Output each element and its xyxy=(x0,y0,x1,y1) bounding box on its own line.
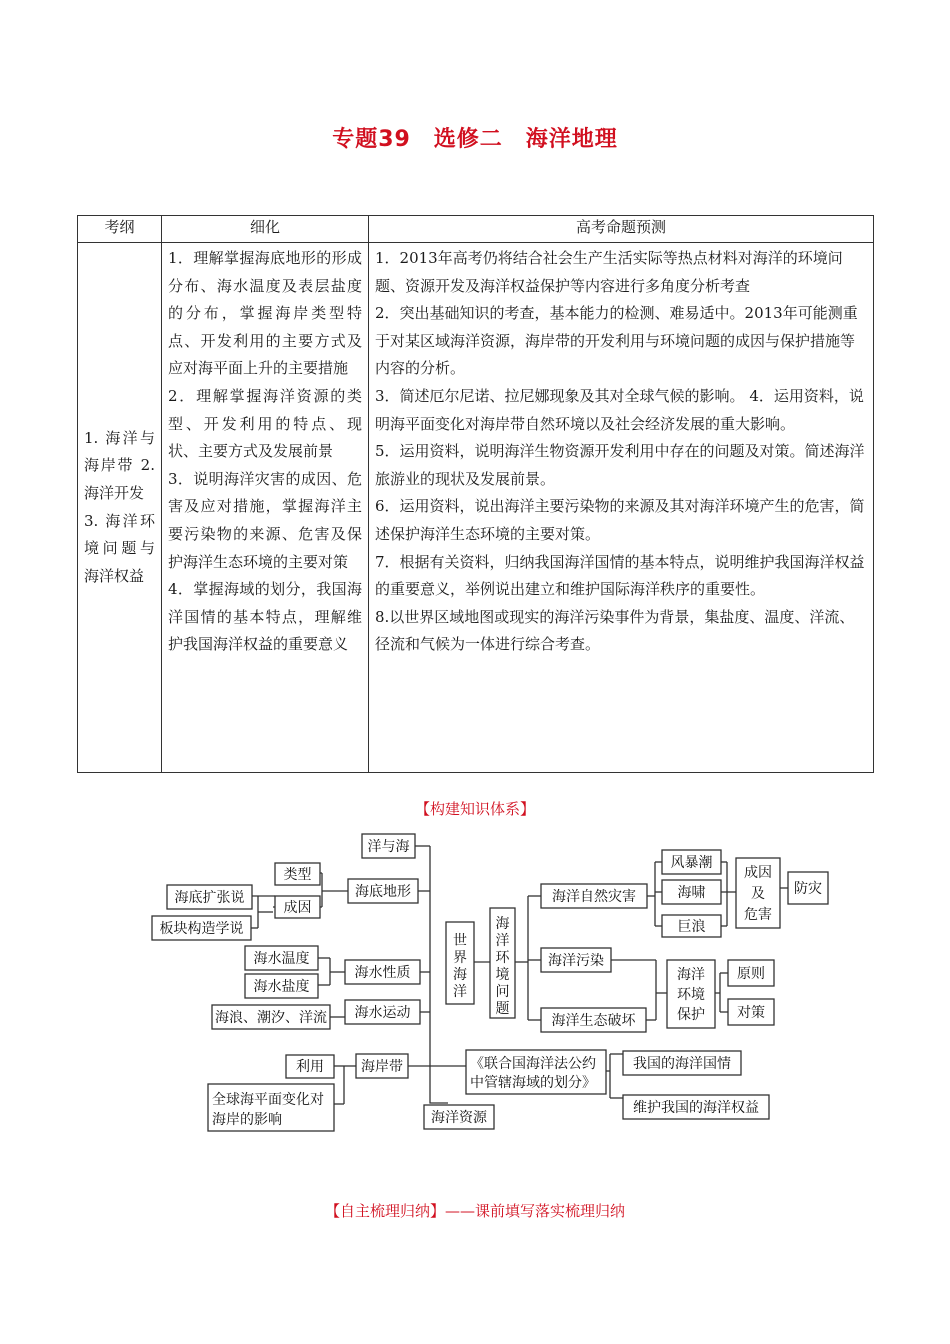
yuce-cell xyxy=(369,243,874,773)
node-hailang xyxy=(212,1005,330,1029)
node-ziyuan xyxy=(424,1105,494,1129)
svg-text:海水温度: 海水温度 xyxy=(253,951,310,967)
svg-text:海啸: 海啸 xyxy=(677,885,706,901)
yuce-item: 6．运用资料，说出海洋主要污染物的来源及其对海洋环境产生的危害，简述保护海洋生态环境的主要对策。 xyxy=(375,497,865,543)
svg-text:海洋生态破坏: 海洋生态破坏 xyxy=(551,1013,636,1029)
node-zaihai xyxy=(541,884,647,908)
node-yundong xyxy=(345,1000,420,1024)
svg-text:海洋资源: 海洋资源 xyxy=(431,1110,487,1126)
yuce-item: 8.以世界区域地图或现实的海洋污染事件为背景，集盐度、温度、洋流、径流和气候为一体进行综合考查。 xyxy=(375,607,855,654)
knowledge-mindmap xyxy=(150,828,830,1138)
header-kaogang: 考纲 xyxy=(78,216,162,243)
env-char: 题 xyxy=(495,1001,510,1017)
svg-text:利用: 利用 xyxy=(296,1059,324,1075)
header-xihua: 细化 xyxy=(162,216,369,243)
node-yandu xyxy=(245,974,318,998)
node-haididixing xyxy=(348,879,418,903)
chengyin-char: 危害 xyxy=(744,907,772,923)
svg-text:海水运动: 海水运动 xyxy=(354,1005,411,1021)
node-quanqiu xyxy=(208,1084,334,1131)
env-char: 境 xyxy=(495,967,510,983)
node-center-shijiehaiyang xyxy=(446,922,474,1004)
node-bankuai xyxy=(152,916,251,940)
xihua-item: 3．说明海洋灾害的成因、危害及应对措施，掌握海洋主要污染物的来源、危害及保护海洋生态环境的主要对策 xyxy=(168,469,362,571)
svg-text:类型: 类型 xyxy=(283,867,312,883)
env-char: 洋 xyxy=(495,933,510,949)
node-julang xyxy=(662,915,721,937)
svg-text:海浪、潮汐、洋流: 海浪、潮汐、洋流 xyxy=(215,1010,327,1026)
svg-text:海底地形: 海底地形 xyxy=(355,884,411,900)
chengyin-char: 成因 xyxy=(744,865,772,881)
node-shengtai xyxy=(541,1008,646,1032)
baohu-char: 环境 xyxy=(677,987,705,1003)
node-yangyuhai xyxy=(362,834,415,858)
svg-text:维护我国的海洋权益: 维护我国的海洋权益 xyxy=(633,1100,759,1116)
yuce-item: 3．简述厄尔尼诺、拉尼娜现象及其对全球气候的影响。 4．运用资料，说明海平面变化对海岸带自然环境以及社会经济发展的重大影响。 xyxy=(375,386,864,433)
svg-text:我国的海洋国情: 我国的海洋国情 xyxy=(633,1056,731,1072)
node-guoqing xyxy=(623,1051,741,1075)
svg-text:海洋污染: 海洋污染 xyxy=(548,953,604,969)
self-review-label: 【自主梳理归纳】 xyxy=(324,1202,445,1220)
yuce-item: 2．突出基础知识的考查，基本能力的检测、难易适中。2013年可能测重于对某区域海洋资源，海岸带的开发利用与环境问题的成因与保护措施等内容的分析。 xyxy=(375,304,858,378)
node-yuanze xyxy=(728,960,774,986)
node-liyong xyxy=(286,1055,334,1078)
svg-text:海岸带: 海岸带 xyxy=(361,1059,403,1075)
table-header-row xyxy=(78,216,874,243)
section-self-review xyxy=(0,1200,950,1221)
kaogang-item: 3. 海洋环境问题与海洋权益 xyxy=(84,511,155,585)
center-char: 界 xyxy=(453,950,467,966)
svg-text:《联合国海洋法公约: 《联合国海洋法公约 xyxy=(470,1056,596,1072)
svg-text:海水盐度: 海水盐度 xyxy=(253,979,310,995)
table-row xyxy=(78,243,874,773)
svg-text:原则: 原则 xyxy=(737,966,765,982)
xihua-cell xyxy=(162,243,369,773)
center-char: 世 xyxy=(453,933,467,949)
node-haianda xyxy=(356,1054,408,1078)
node-haidi-kuozhang xyxy=(167,885,252,909)
center-char: 洋 xyxy=(453,984,467,1000)
node-chengyin-jiwei xyxy=(736,858,780,928)
chengyin-char: 及 xyxy=(751,886,765,902)
node-wendu xyxy=(245,946,318,970)
svg-text:海水性质: 海水性质 xyxy=(354,965,411,981)
node-duice xyxy=(728,999,774,1025)
env-char: 环 xyxy=(495,950,510,966)
xihua-item: 2．理解掌握海洋资源的类型、开发利用的特点、现状、主要方式及发展前景 xyxy=(168,386,362,461)
svg-text:成因: 成因 xyxy=(283,900,312,916)
node-baohu xyxy=(667,960,715,1028)
svg-text:防灾: 防灾 xyxy=(794,881,822,897)
env-char: 海 xyxy=(495,916,510,932)
node-env-problem xyxy=(490,908,515,1018)
yuce-item: 7．根据有关资料，归纳我国海洋国情的基本特点，说明维护我国海洋权益的重要意义，举例说出建立和维护国际海洋秩序的重要性。 xyxy=(375,552,865,599)
svg-text:对策: 对策 xyxy=(737,1005,765,1021)
node-leixing xyxy=(275,863,320,885)
kaogang-cell xyxy=(78,243,162,773)
svg-text:海岸的影响: 海岸的影响 xyxy=(212,1112,282,1128)
svg-text:巨浪: 巨浪 xyxy=(677,919,706,935)
header-yuce: 高考命题预测 xyxy=(369,216,874,243)
kaogang-item: 1. 海洋与海岸带 2. 海洋开发 xyxy=(84,428,155,502)
baohu-char: 保护 xyxy=(677,1007,705,1023)
svg-text:海洋自然灾害: 海洋自然灾害 xyxy=(552,889,636,905)
node-chengyin xyxy=(275,896,320,918)
node-quanyi xyxy=(623,1095,769,1119)
syllabus-table xyxy=(77,215,874,773)
node-xingzhi xyxy=(345,960,420,984)
svg-text:洋与海: 洋与海 xyxy=(367,839,410,855)
page-title: 专题39 选修二 海洋地理 xyxy=(332,127,618,152)
svg-text:板块构造学说: 板块构造学说 xyxy=(159,921,244,937)
node-fengbaochao xyxy=(662,850,721,874)
svg-text:海底扩张说: 海底扩张说 xyxy=(174,890,245,906)
center-char: 海 xyxy=(453,967,467,983)
svg-text:风暴潮: 风暴潮 xyxy=(670,855,713,871)
node-gongyue xyxy=(466,1050,606,1094)
yuce-item: 1．2013年高考仍将结合社会生产生活实际等热点材料对海洋的环境问题、资源开发及海洋权益保护等内容进行多角度分析考查 xyxy=(375,249,843,295)
env-char: 问 xyxy=(495,984,510,1000)
section-knowledge-system: 【构建知识体系】 xyxy=(414,800,535,818)
xihua-item: 4．掌握海域的划分，我国海洋国情的基本特点，理解维护我国海洋权益的重要意义 xyxy=(168,580,362,654)
baohu-char: 海洋 xyxy=(677,967,705,983)
self-review-rest: ——课前填写落实梳理归纳 xyxy=(445,1202,626,1220)
node-fangzai xyxy=(788,872,828,904)
svg-text:全球海平面变化对: 全球海平面变化对 xyxy=(212,1092,324,1108)
svg-text:中管辖海域的划分》: 中管辖海域的划分》 xyxy=(470,1075,596,1091)
xihua-item: 1．理解掌握海底地形的形成分布、海水温度及表层盐度的分布，掌握海岸类型特点、开发利用的主要方式及应对海平面上升的主要措施 xyxy=(168,249,362,378)
node-haixiao xyxy=(662,880,721,904)
yuce-item: 5．运用资料，说明海洋生物资源开发利用中存在的问题及对策。简述海洋旅游业的现状及发展前景。 xyxy=(375,442,865,488)
node-wuran xyxy=(541,948,611,972)
